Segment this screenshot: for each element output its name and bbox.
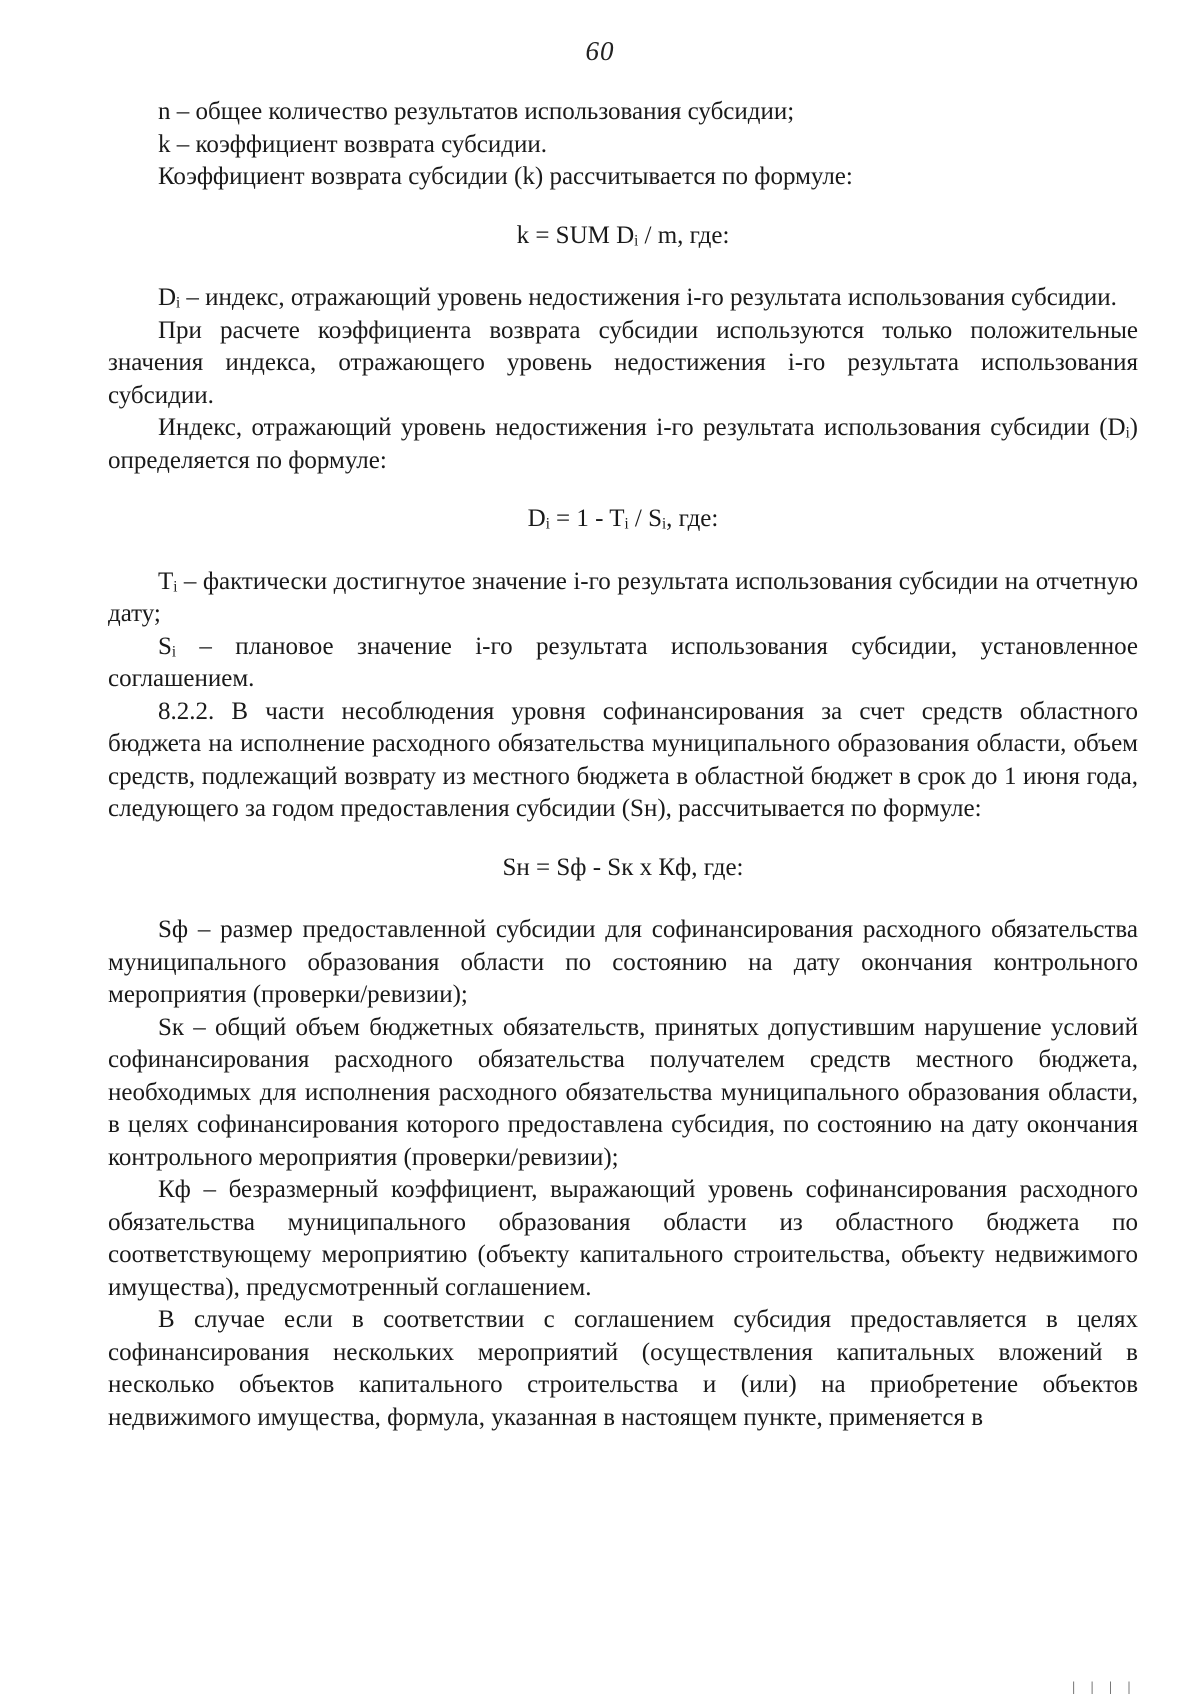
paragraph-sk-definition: Sк – общий объем бюджетных обязательств, принятых допустившим нарушение условий софинансирования расходного обязательства получателем средств местного бюджета, необходимых для исполнения расходного обязательства муниципального образования области, в целях софинансирования которого предоставлена субсидия, по состоянию на дату окончания контрольного мероприятия (проверки/ревизии);	[108, 1013, 1138, 1171]
paragraph-sf-definition: Sф – размер предоставленной субсидии для софинансирования расходного обязательства муниципального образования области по состоянию на дату окончания контрольного мероприятия (проверки/ревизии);	[108, 916, 1138, 1008]
spacer	[108, 252, 1138, 282]
page-number: 60	[585, 36, 615, 66]
paragraph-8-2-2: 8.2.2. В части несоблюдения уровня софинансирования за счет средств областного бюджета на исполнение расходного обязательства муниципального образования области, объем средств, подлежащий возврату из местного бюджета в областной бюджет в срок до 1 июня года, следующего за годом предоставления субсидии (Sн), рассчитывается по формуле:	[108, 697, 1138, 822]
paragraph-multiple-events: В случае если в соответствии с соглашением субсидия предоставляется в целях софинансирования нескольких мероприятий (осуществления капитальных вложений в несколько объектов капитального строительства и (или) на приобретение объектов недвижимого имущества, формула, указанная в настоящем пункте, применяется в	[108, 1306, 1138, 1431]
spacer	[108, 194, 1138, 220]
paragraph-ti-definition: Tᵢ – фактически достигнутое значение i-го результата использования субсидии на отчетную дату;	[108, 567, 1138, 627]
formula-sn: Sн = Sф - Sк х Кф, где:	[502, 853, 744, 881]
paragraph-k-formula-intro: Коэффициент возврата субсидии (k) рассчитывается по формуле:	[158, 163, 853, 190]
document-body	[108, 96, 1138, 1434]
spacer	[108, 536, 1138, 566]
paragraph-di-definition: Dᵢ – индекс, отражающий уровень недостижения i-го результата использования субсидии.	[158, 284, 1117, 311]
spacer	[108, 826, 1138, 852]
formula-di: Dᵢ = 1 - Tᵢ / Sᵢ, где:	[527, 505, 719, 532]
paragraph-k-definition: k – коэффициент возврата субсидии.	[158, 130, 548, 158]
paragraph-kf-definition: Кф – безразмерный коэффициент, выражающий уровень софинансирования расходного обязательства муниципального образования области из областного бюджета по соответствующему мероприятию (объекту капитального строительства, объекту недвижимого имущества), предусмотренный соглашением.	[108, 1176, 1138, 1301]
paragraph-positive-values: При расчете коэффициента возврата субсидии используются только положительные значения индекса, отражающего уровень недостижения i-го результата использования субсидии.	[108, 316, 1138, 409]
formula-k: k = SUM Dᵢ / m, где:	[516, 221, 730, 249]
scan-marks: | | | |	[1070, 1680, 1135, 1694]
spacer	[108, 477, 1138, 503]
paragraph-si-definition: Sᵢ – плановое значение i-го результата использования субсидии, установленное соглашением.	[108, 632, 1138, 692]
paragraph-di-formula-intro: Индекс, отражающий уровень недостижения i-го результата использования субсидии (Dᵢ) определяется по формуле:	[108, 414, 1138, 474]
spacer	[108, 884, 1138, 914]
paragraph-n-definition: n – общее количество результатов использования субсидии;	[158, 98, 795, 125]
